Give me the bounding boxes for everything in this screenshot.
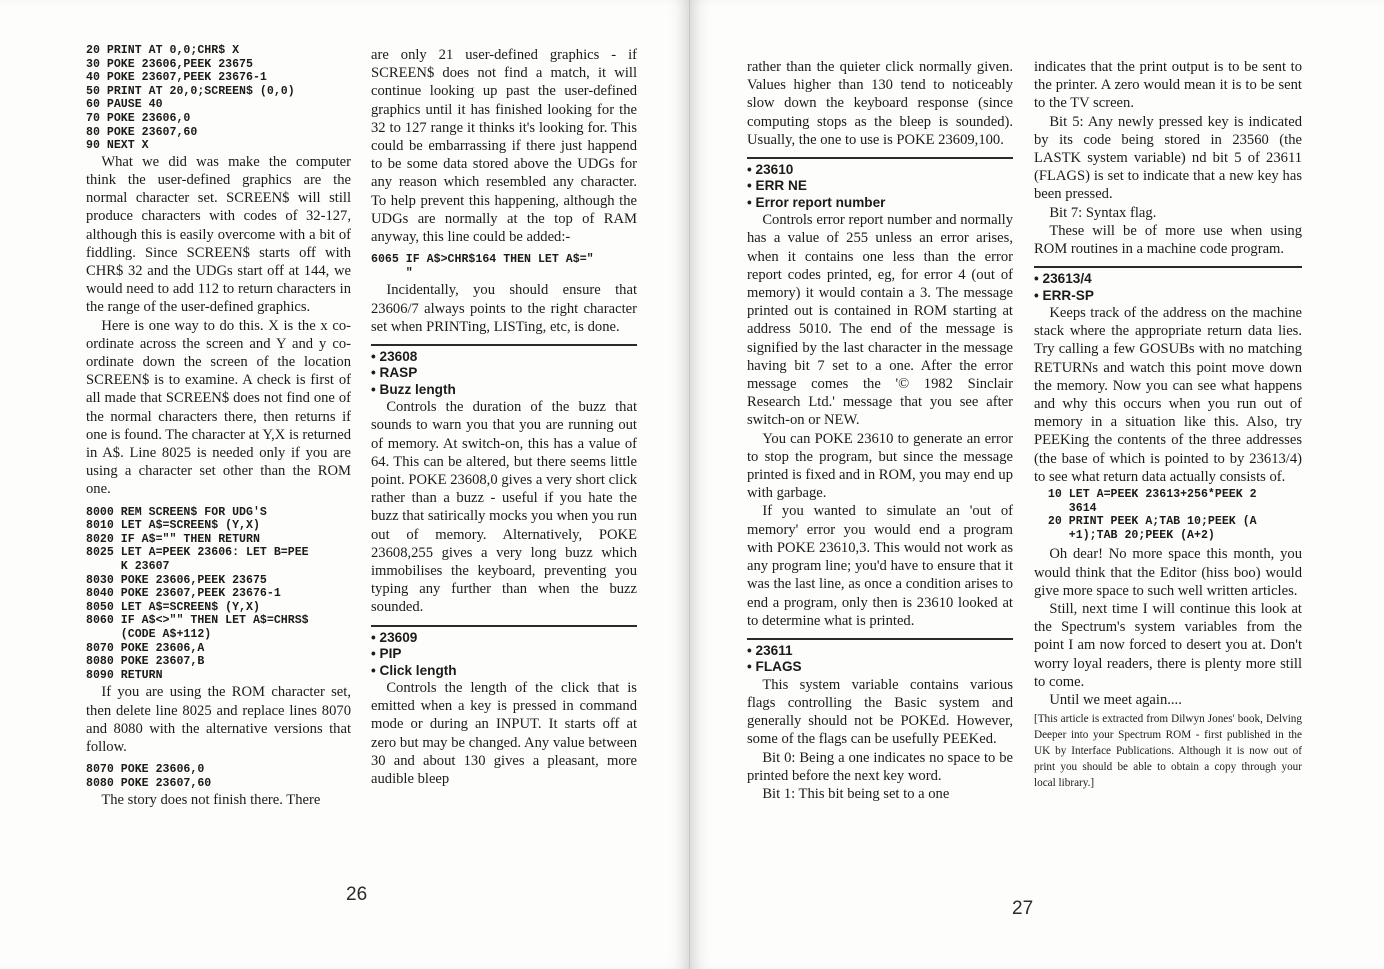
section-heading: [747, 162, 1013, 211]
paragraph: You can POKE 23610 to generate an error to stop the program, but since the message printed is fixed and in ROM, you may end up with garbage.: [747, 430, 1013, 502]
variable-address: • 23610: [747, 162, 794, 178]
paragraph: Bit 7: Syntax flag.: [1049, 204, 1157, 221]
section-heading: [371, 349, 637, 398]
paragraph: are only 21 user-defined graphics - if SCREEN$ does not find a match, it will continue looking up past the user-defined graphics until it has finished looking for the 32 to 127 range it thinks it's looking for. This could be embarrassing if there just happend to be some data stored above the UDGs for any reason which resembled any character. To help prevent this happening, although the UDGs are normally at the top of RAM anyway, this line could be added:-: [371, 47, 637, 246]
variable-address: • 23608: [371, 349, 418, 365]
section-divider: [371, 344, 637, 346]
paragraph: Controls error report number and normally has a value of 255 unless an error arises, when it contains one less than the error report codes printed, eg, for error 4 (out of memory) it would contain a 3. The message printed out is contained in ROM starting at address 5010. The end of the message is signified by the last character in the message having bit 7 set to a one. After the error message comes the '© 1982 Sinclair Research Ltd.' message that you see after switch-on or NEW.: [747, 212, 1013, 429]
paragraph: Keeps track of the address on the machine stack where the appropriate return data lies. Try calling a few GOSUBs with no matching RETURNs and watch this point move down the memory. Now you can see what happens and why this occurs when you run out of memory in a situation like this. Also, try PEEKing the contents of the three addresses (the base of which is pointed to by 23613/4) to see what return data actually consists of.: [1034, 305, 1302, 485]
code-listing: 6065 IF A$>CHR$164 THEN LET A$=" ": [371, 253, 594, 280]
left-page-column-1: [86, 44, 351, 904]
paragraph: indicates that the print output is to be sent to the printer. A zero would mean it is to be sent to the TV screen.: [1034, 59, 1302, 112]
paragraph: rather than the quieter click normally given. Values higher than 130 tend to noticeably slow down the keyboard response (since computing stops as the bleep is sounded). Usually, the one to use is POKE 23609,100.: [747, 59, 1013, 148]
variable-description: • Error report number: [747, 194, 886, 210]
paragraph: What we did was make the computer think the user-defined graphics are the normal character set. SCREEN$ will still produce characters with codes of 32-127, although this is easily overcome with a bit of fiddling. Since SCREEN$ starts off with CHR$ 32 and the UDGs start off at 144, we would need to add 112 to return characters in the range of the user-defined graphics.: [86, 153, 351, 316]
code-listing: 8070 POKE 23606,0 8080 POKE 23607,60: [86, 763, 212, 790]
source-note: [This article is extracted from Dilwyn Jones' book, Delving Deeper into your Spectrum ROM - first published in the UK by Interface Publications. Although it is now out of print you should be able to obtain a copy through your local library.]: [1034, 713, 1302, 790]
variable-description: • Click length: [371, 662, 457, 678]
left-page-column-2: [371, 46, 637, 906]
paragraph: Controls the duration of the buzz that sounds to warn you that you are running out of memory. At switch-on, this has a value of 64. This can be altered, but there seems little point. POKE 23608,0 gives a very short click rather than a buzz - useful if you hate the buzz that satirically mocks you when you run out of memory. Alternatively, POKE 23608,255 gives a very long buzz which immobilises the keyboard, preventing you typing any further than when the buzz sounded.: [371, 399, 637, 616]
section-divider: [1034, 266, 1302, 268]
right-page-column-2: [1034, 58, 1302, 878]
section-heading: [371, 630, 637, 679]
paragraph: The story does not finish there. There: [101, 792, 321, 809]
paragraph: This system variable contains various flags controlling the Basic system and generally should not be POKEd. However, some of the flags can be usefully PEEKed.: [747, 676, 1013, 748]
paragraph: Bit 5: Any newly pressed key is indicated by its code being stored in 23560 (the LASTK system variable) nd bit 5 of 23611 (FLAGS) is set to indicate that a new key has been pressed.: [1034, 113, 1302, 203]
page-number: 26: [346, 884, 368, 905]
section-divider: [747, 638, 1013, 640]
variable-name: • FLAGS: [747, 659, 802, 675]
section-divider: [371, 625, 637, 627]
right-page-column-1: [747, 58, 1013, 878]
left-page: [0, 0, 690, 969]
paragraph: Controls the length of the click that is emitted when a key is pressed in command mode or during an INPUT. It starts off at zero but may be changed. Any value between 30 and about 130 gives a pleasant, more audible bleep: [371, 679, 637, 787]
code-listing: 8000 REM SCREEN$ FOR UDG'S 8010 LET A$=SCREEN$ (Y,X) 8020 IF A$="" THEN RETURN 8025 LET A=PEEK 23606: LET B=PEE K 23607 8030 POKE 23606,PEEK 23675 8040 POKE 23607,PEEK 23676-1 8050 LET A$=SCREEN$ (Y,X) 8060 IF A$<>"" THEN LET A$=CHRS$ (CODE A$+112) 8070 POKE 23606,A 8080 POKE 23607,B 8090 RETURN: [86, 505, 309, 682]
code-listing: 20 PRINT AT 0,0;CHR$ X 30 POKE 23606,PEEK 23675 40 POKE 23607,PEEK 23676-1 50 PRINT AT 20,0;SCREEN$ (0,0) 60 PAUSE 40 70 POKE 23606,0 80 POKE 23607,60 90 NEXT X: [86, 44, 295, 153]
paragraph: Bit 1: This bit being set to a one: [762, 785, 950, 802]
paragraph: Here is one way to do this. X is the x co-ordinate across the screen and Y and y co-ordinate down the screen of the location SCREEN$ is to examine. A check is first of all made that SCREEN$ does not find one of the normal characters there, then returns if one is found. The character at Y,X is returned in A$. Line 8025 is needed only if you are using a character set other than the ROM one.: [86, 317, 351, 498]
section-divider: [747, 157, 1013, 159]
variable-description: • Buzz length: [371, 381, 456, 397]
page-number: 27: [1012, 898, 1034, 919]
paragraph: Oh dear! No more space this month, you would think that the Editor (hiss boo) would give more space to such well written articles.: [1034, 546, 1302, 599]
right-page: [690, 0, 1384, 969]
paragraph: Bit 0: Being a one indicates no space to be printed before the next key word.: [747, 749, 1013, 784]
variable-name: • PIP: [371, 646, 402, 662]
code-listing: 10 LET A=PEEK 23613+256*PEEK 2 3614 20 PRINT PEEK A;TAB 10;PEEK (A +1);TAB 20;PEEK (A+2): [1047, 488, 1257, 542]
variable-address: • 23609: [371, 629, 418, 645]
section-heading: [1034, 271, 1302, 304]
variable-address: • 23613/4: [1034, 271, 1092, 287]
paragraph: Still, next time I will continue this look at the Spectrum's system variables from the point I am now forced to desert you at. Don't worry loyal readers, there is plenty more still to come.: [1034, 601, 1302, 690]
paragraph: If you wanted to simulate an 'out of memory' error you would end a program with POKE 23610,3. This would not work as any program line; you'd have to ensure that it was the last line, as once a condition arises to end a program, only then is 23610 looked at to determine what is printed.: [747, 503, 1013, 629]
paragraph: Until we meet again....: [1049, 692, 1182, 709]
paragraph: Incidentally, you should ensure that 23606/7 always points to the right character set when PRINTing, LISTing, etc, is done.: [371, 282, 637, 335]
variable-address: • 23611: [747, 642, 793, 658]
paragraph: These will be of more use when using ROM routines in a machine code program.: [1034, 222, 1302, 258]
paragraph: If you are using the ROM character set, then delete line 8025 and replace lines 8070 and 8080 with the alternative versions that follow.: [86, 684, 351, 755]
section-heading: [747, 643, 1013, 676]
variable-name: • ERR-SP: [1034, 287, 1094, 303]
variable-name: • RASP: [371, 365, 418, 381]
variable-name: • ERR NE: [747, 178, 807, 194]
